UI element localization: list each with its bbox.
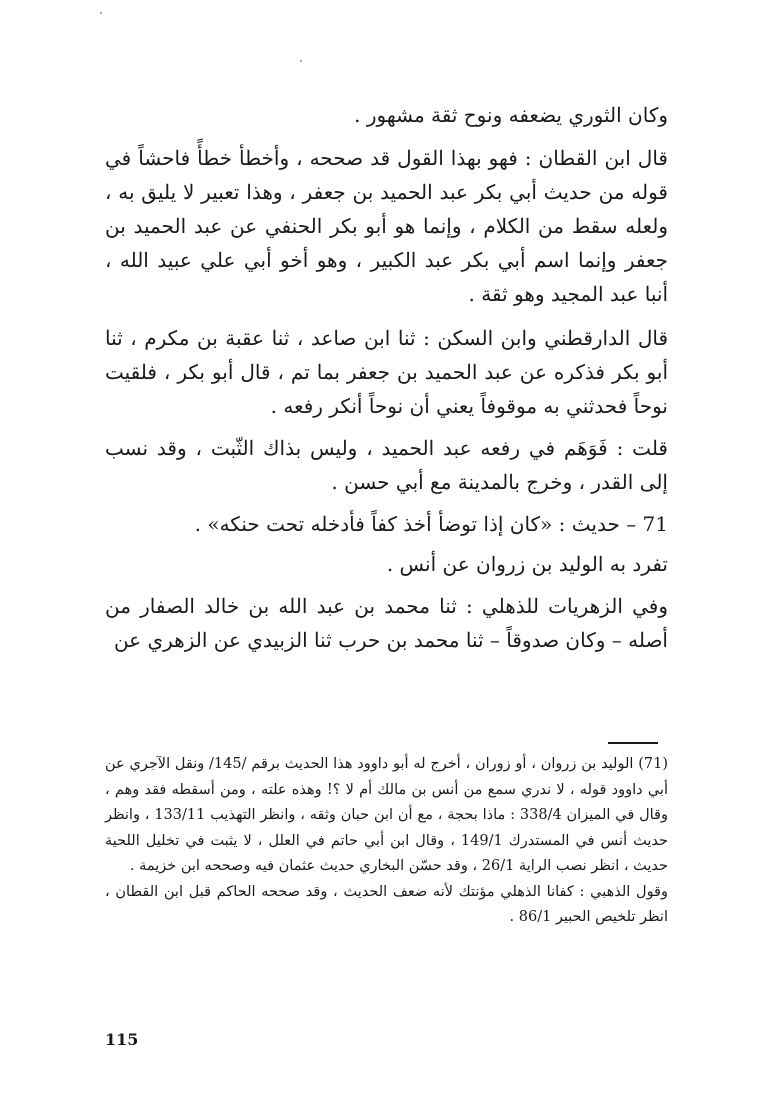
footnote-71-continued: وقول الذهبي : كفانا الذهلي مؤنتك لأنه ضعف الحديث ، وقد صححه الحاكم قبل ابن القطان ، انظر تلخيص الحبير 86/1 . [105,883,668,925]
footnote-71: (71) الوليد بن زروان ، أو زوران ، أخرج له أبو داوود هذا الحديث برقم /145/ ونقل الآجري عن أبي داوود قوله ، لا ندري سمع من أنس بن مالك أم لا ؟! وهذه علته ، ومن أسقطه فقد وهم ، وقال في الميزان 338/4 : ماذا بحجة ، مع أن ابن حبان وثقه ، وانظر التهذيب 133/11 ، وانظر حديث أنس في المستدرك 149/1 ، وقال ابن أبي حاتم في العلل ، لا يثبت في تخليل اللحية حديث ، انظر نصب الراية 26/1 ، وقد حسّن البخاري حديث عثمان فيه وصححه ابن خزيمة . [105,756,668,874]
footnotes [105,752,668,931]
scan-speck [300,60,302,62]
footnote-separator [608,742,658,744]
paragraph-1: وكان الثوري يضعفه ونوح ثقة مشهور . [354,103,668,127]
paragraph-2: قال ابن القطان : فهو بهذا القول قد صححه ، وأخطأ خطأً فاحشاً في قوله من حديث أبي بكر عبد الحميد بن جعفر ، وهذا تعبير لا يليق به ، ولعله سقط من الكلام ، وإنما هو أبو بكر الحنفي عن عبد الحميد بن جعفر وإنما اسم أبي بكر عبد الكبير ، وهو أخو أبي علي عبيد الله ، أنبا عبد المجيد وهو ثقة . [105,146,668,306]
main-text [105,98,668,657]
hadith-71-heading: 71 – حديث : «كان إذا توضأ أخذ كفاً فأدخله تحت حنكه» . [194,512,668,536]
paragraph-7: وفي الزهريات للذهلي : ثنا محمد بن عبد الله بن خالد الصفار من أصله – وكان صدوقاً – ثنا محمد بن حرب ثنا الزبيدي عن الزهري عن [105,594,668,652]
paragraph-4: قلت : فَوَهَم في رفعه عبد الحميد ، وليس بذاك الثّبت ، وقد نسب إلى القدر ، وخرج بالمدينة مع أبي حسن . [105,436,668,494]
scan-speck [100,12,102,14]
paragraph-6: تفرد به الوليد بن زروان عن أنس . [386,552,668,576]
page-number: 115 [105,1030,139,1049]
paragraph-3: قال الدارقطني وابن السكن : ثنا ابن صاعد ، ثنا عقبة بن مكرم ، ثنا أبو بكر فذكره عن عبد الحميد بن جعفر بما تم ، قال أبو بكر ، فلقيت نوحاً فحدثني به موقوفاً يعني أن نوحاً أنكر رفعه . [105,326,668,418]
